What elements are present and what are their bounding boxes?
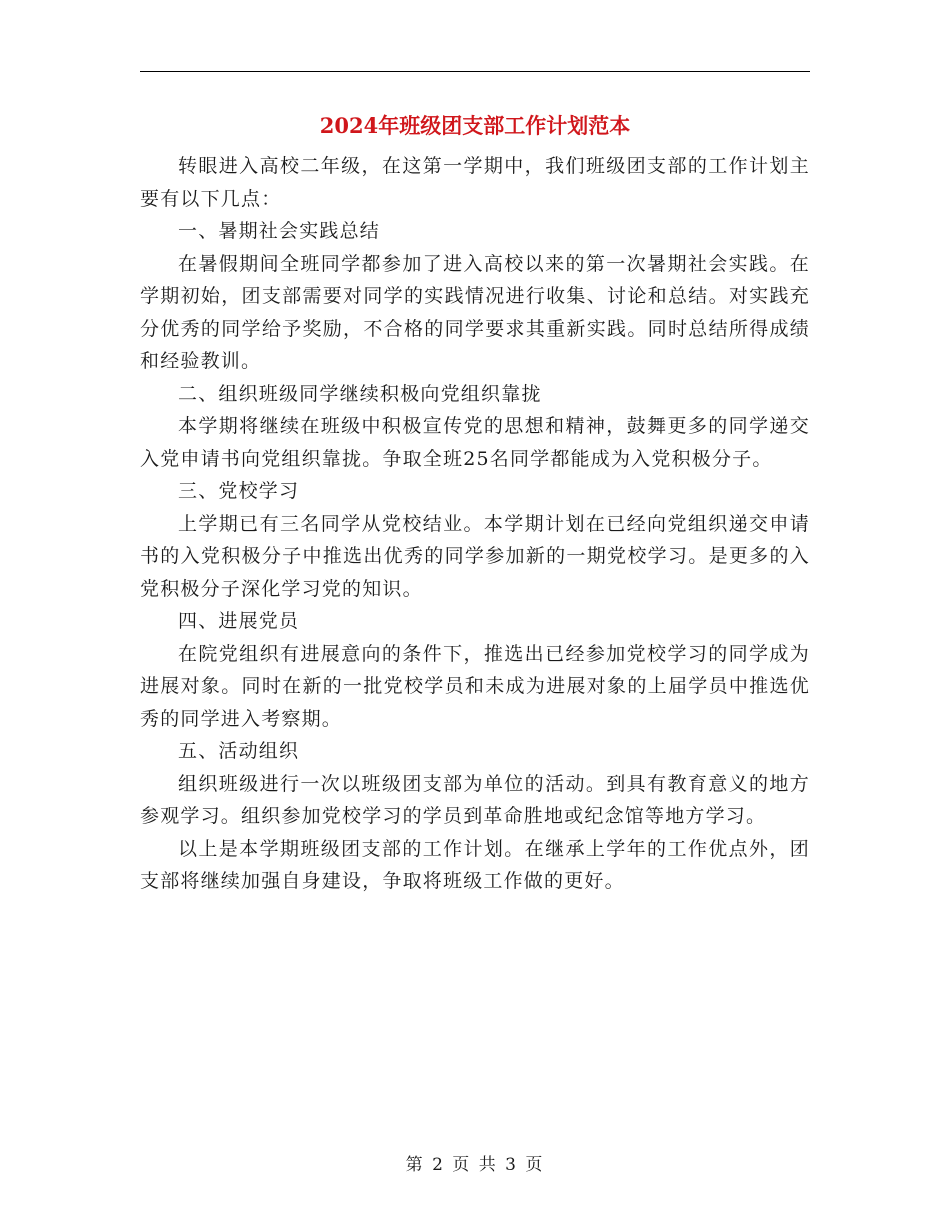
section-body-4: 在院党组织有进展意向的条件下，推选出已经参加党校学习的同学成为进展对象。同时在新的一批党校学员和未成为进展对象的上届学员中推选优秀的同学进入考察期。 [140,642,810,730]
section-body-1: 在暑假期间全班同学都参加了进入高校以来的第一次暑期社会实践。在学期初始，团支部需要对同学的实践情况进行收集、讨论和总结。对实践充分优秀的同学给予奖励，不合格的同学要求其重新实践。同时总结所得成绩和经验教训。 [140,252,810,372]
section-heading-3: 三、党校学习 [178,480,300,502]
closing-paragraph: 以上是本学期班级团支部的工作计划。在继承上学年的工作优点外，团支部将继续加强自身建设，争取将班级工作做的更好。 [140,837,810,892]
intro-paragraph: 转眼进入高校二年级，在这第一学期中，我们班级团支部的工作计划主要有以下几点： [140,155,810,210]
header-rule [140,71,810,72]
document-body [140,150,810,898]
section-heading-1: 一、暑期社会实践总结 [178,220,381,242]
section-heading-5: 五、活动组织 [178,740,300,762]
section-body-5: 组织班级进行一次以班级团支部为单位的活动。到具有教育意义的地方参观学习。组织参加党校学习的学员到革命胜地或纪念馆等地方学习。 [140,772,810,827]
section-body-2: 本学期将继续在班级中积极宣传党的思想和精神，鼓舞更多的同学递交入党申请书向党组织靠拢。争取全班25名同学都能成为入党积极分子。 [140,415,810,470]
section-body-3: 上学期已有三名同学从党校结业。本学期计划在已经向党组织递交申请书的入党积极分子中推选出优秀的同学参加新的一期党校学习。是更多的入党积极分子深化学习党的知识。 [140,512,810,600]
section-heading-4: 四、进展党员 [178,610,300,632]
page-number-footer: 第 2 页 共 3 页 [405,1155,545,1175]
document-title: 2024年班级团支部工作计划范本 [319,113,631,138]
section-heading-2: 二、组织班级同学继续积极向党组织靠拢 [178,382,542,405]
